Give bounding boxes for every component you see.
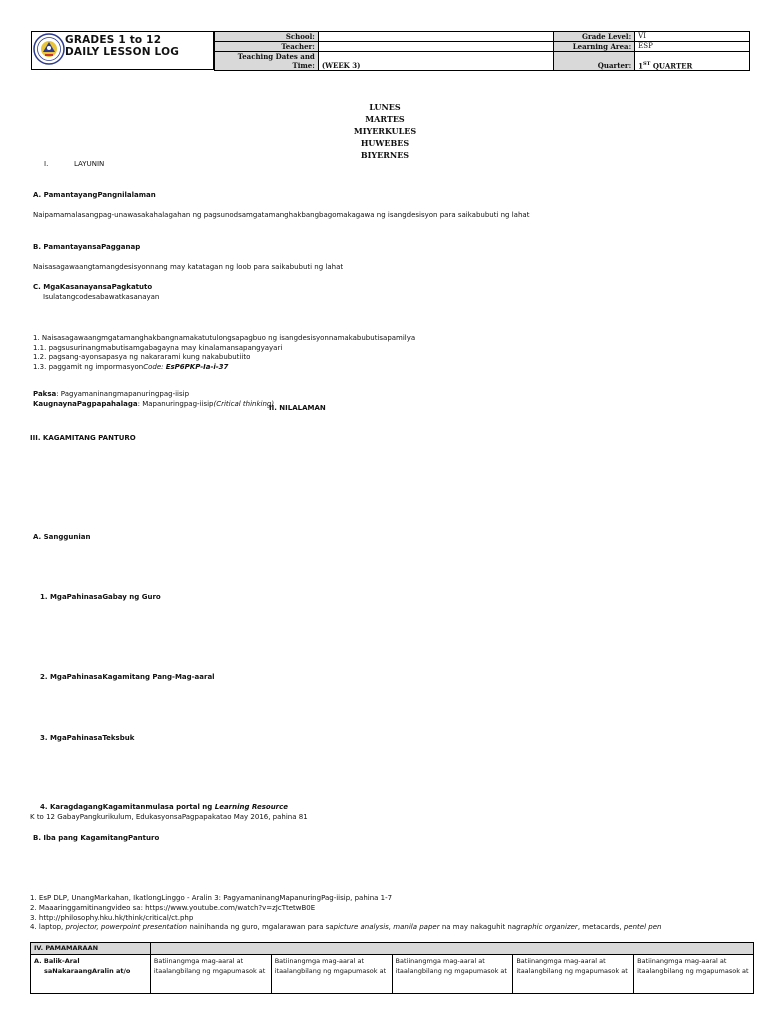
cell-line: Batiinangmga mag-aaral at — [274, 957, 364, 965]
teksbuk-label: 3. MgaPahinasaTeksbuk — [40, 734, 135, 742]
kagamitang-mag-aaral-label: 2. MgaPahinasaKagamitang Pang-Mag-aaral — [40, 673, 215, 681]
sanggunian-label: A. Sanggunian — [33, 533, 91, 541]
resource-1: 1. EsP DLP, UnangMarkahan, IkatlongLinggo - Aralin 3: PagyamaninangMapanuringPag-iisip, pahina 1-7 — [30, 894, 393, 902]
day-monday: LUNES — [369, 102, 401, 112]
kaugnay-line — [33, 400, 274, 410]
objective-1-3-text: 1.3. paggamit ng impormasyon — [33, 362, 144, 371]
resource-4 — [30, 923, 661, 933]
objective-1-2: 1.2. pagsang-ayonsapasya ng nakararami kung nakabubutiito — [33, 353, 251, 361]
day-friday: BIYERNES — [360, 150, 410, 160]
day-thursday: HUWEBES — [360, 138, 410, 148]
cell-line: itaalangbilang ng mgapumasok at — [516, 967, 628, 975]
quarter-ordinal: ST — [643, 60, 651, 67]
balik-aral-cell-huwebes — [513, 955, 634, 994]
document-title — [65, 34, 179, 58]
lesson-info-table — [214, 31, 750, 71]
grade-level-label: Grade Level: — [554, 32, 635, 42]
cell-line: Batiinangmga mag-aaral at — [516, 957, 606, 965]
objective-1-1: 1.1. pagsusurinangmabutisamgabagayna may kinalamansapangyayari — [33, 343, 283, 352]
resource-3: 3. http://philosophy.hku.hk/think/critical/ct.php — [30, 913, 194, 922]
paksa-text: : Pagyamaninangmapanuringpag-iisip — [56, 390, 190, 398]
gabay-guro-label: 1. MgaPahinasaGabay ng Guro — [40, 593, 161, 601]
paksa-line — [33, 390, 274, 400]
r4-i1: projector, powerpoint presentation — [65, 923, 188, 932]
pamamaraan-header-blank — [150, 943, 753, 955]
paksa-block — [33, 390, 274, 409]
teacher-value — [318, 42, 553, 52]
balik-aral-label — [31, 955, 151, 994]
cell-line: itaalangbilang ng mgapumasok at — [395, 967, 507, 975]
balik-aral-cell-lunes — [150, 955, 271, 994]
r4-p1: 4. laptop, — [30, 923, 66, 932]
quarter-label: Quarter: — [554, 52, 635, 71]
pamantayang-pangnilalaman-text: Naipamamalasangpag-unawasakahalagahan ng pagsunodsamgatamanghakbangbagomakagawa ng isangdesisyon para saikabubuti ng lahat — [33, 211, 530, 219]
r4-p2: nainihanda ng guro, mgalarawan para sa — [187, 923, 334, 932]
pamamaraan-table — [30, 942, 754, 994]
grade-level-value: VI — [635, 32, 750, 42]
learning-area-value: ESP — [635, 42, 750, 52]
quarter-value — [635, 52, 750, 71]
pamantayan-pagganap-label: B. PamantayansaPagganap — [33, 243, 141, 251]
cell-line: Batiinangmga mag-aaral at — [395, 957, 485, 965]
learning-resource-text: K to 12 GabayPangkurikulum, EdukasyonsaPagpapakatao May 2016, pahina 81 — [30, 813, 308, 821]
kaugnay-label: KaugnaynaPagpapahalaga — [33, 399, 138, 408]
school-value — [318, 32, 553, 42]
resource-2: 2. Maaaringgamitinangvideo sa: https://www.youtube.com/watch?v=zJcTtetwB0E — [30, 903, 316, 912]
quarter-number: 1 — [638, 61, 644, 70]
r4-i4: pentel pen — [623, 923, 662, 932]
quarter-text: QUARTER — [650, 61, 693, 70]
objective-code-label: Code: — [143, 362, 166, 371]
cell-line: itaalangbilang ng mgapumasok at — [153, 967, 266, 975]
teaching-dates-value: (WEEK 3) — [318, 52, 553, 71]
title-line-1: GRADES 1 to 12 — [65, 34, 162, 46]
resource-list — [30, 894, 661, 933]
learning-resource-label — [40, 803, 288, 811]
kaugnay-italic: (Critical thinking) — [213, 399, 275, 408]
deped-seal-icon — [33, 33, 65, 65]
section-1-title: LAYUNIN — [74, 160, 105, 168]
kasanayan-sub: Isulatangcodesabawatkasanayan — [43, 293, 160, 301]
objective-1: 1. Naisasagawaangmgatamanghakbangnamakatutulongsapagbuo ng isangdesisyonnamakabubutisapamilya — [33, 334, 416, 342]
balik-aral-cell-miyerkules — [392, 955, 513, 994]
objectives-list — [33, 334, 415, 372]
r4-p3: na may nakaguhit na — [439, 923, 517, 932]
iba-pang-kagamitan-label: B. Iba pang KagamitangPanturo — [33, 834, 160, 842]
balik-aral-line-1: A. Balik-Aral — [34, 957, 80, 965]
pamantayang-pangnilalaman-label: A. PamantayangPangnilalaman — [33, 191, 156, 199]
title-line-2: DAILY LESSON LOG — [65, 46, 180, 58]
r4-i2: picture analysis, manila paper — [333, 923, 440, 932]
cell-line: Batiinangmga mag-aaral at — [637, 957, 727, 965]
school-label: School: — [215, 32, 319, 42]
section-2-title: II. NILALAMAN — [269, 404, 326, 412]
lr-label-text: 4. KaragdagangKagamitanmulasa portal ng — [40, 803, 215, 811]
week-days — [300, 101, 470, 161]
kasanayan-label: C. MgaKasanayansaPagkatuto — [33, 283, 153, 291]
r4-i3: graphic organizer — [516, 923, 578, 932]
r4-p4: , metacards, — [577, 923, 624, 932]
cell-line: itaalangbilang ng mgapumasok at — [637, 967, 749, 975]
cell-line: itaalangbilang ng mgapumasok at — [274, 967, 387, 975]
section-3-title: III. KAGAMITANG PANTURO — [30, 434, 136, 442]
teaching-dates-label: Teaching Dates and Time: — [215, 52, 319, 71]
objective-1-3 — [33, 363, 415, 373]
day-tuesday: MARTES — [365, 114, 405, 124]
cell-line: Batiinangmga mag-aaral at — [153, 957, 244, 965]
teacher-label: Teacher: — [215, 42, 319, 52]
day-wednesday: MIYERKULES — [353, 126, 417, 136]
section-1-number: I. — [44, 160, 49, 168]
objective-code-value: EsP6PKP-Ia-i-37 — [165, 362, 229, 371]
pamamaraan-header: IV. PAMAMARAAN — [31, 943, 151, 955]
paksa-label: Paksa — [33, 390, 57, 398]
kaugnay-text: : Mapanuringpag-iisip — [137, 399, 214, 408]
balik-aral-cell-biyernes — [634, 955, 754, 994]
lr-label-italic: Learning Resource — [214, 803, 289, 811]
balik-aral-line-2: saNakaraangAralin at/o — [44, 967, 131, 975]
learning-area-label: Learning Area: — [554, 42, 635, 52]
pamantayan-pagganap-text: Naisasagawaangtamangdesisyonnang may katatagan ng loob para saikabubuti ng lahat — [33, 263, 344, 271]
balik-aral-cell-martes — [271, 955, 392, 994]
